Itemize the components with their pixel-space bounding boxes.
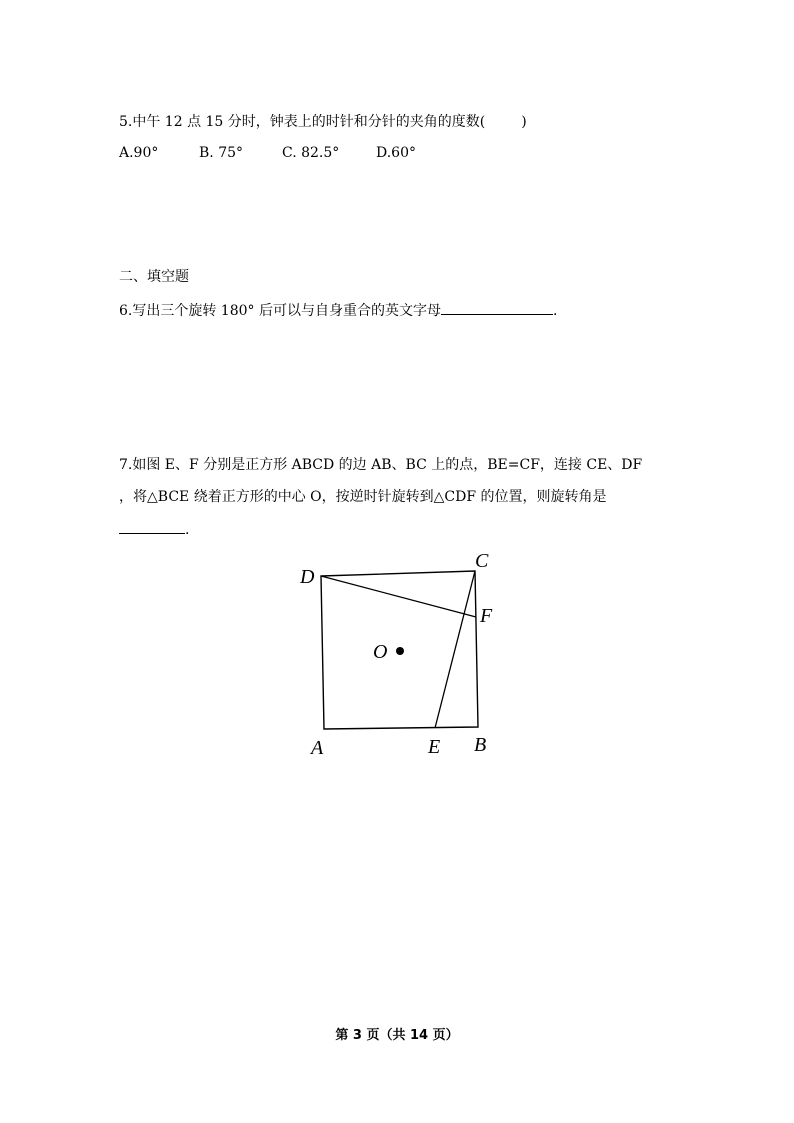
q5-stem-close: ): [521, 114, 527, 130]
segment-df: [321, 576, 476, 617]
q5-option-b: B. 75°: [199, 145, 244, 161]
center-point-o: [396, 647, 404, 655]
q6-end: .: [552, 303, 558, 319]
q7-line-2: ，将△BCE 绕着正方形的中心 O，按逆时针旋转到△CDF 的位置，则旋转角是: [119, 489, 607, 505]
q5-option-c: C. 82.5°: [282, 145, 340, 161]
q6-answer-blank: [441, 300, 553, 315]
q6-stem: 6.写出三个旋转 180° 后可以与自身重合的英文字母: [119, 303, 441, 319]
q7-answer-blank: [119, 519, 185, 534]
label-b: B: [474, 734, 487, 756]
label-e: E: [428, 736, 441, 758]
square-figure-svg: [290, 545, 510, 765]
q5-stem: 5.中午 12 点 15 分时，钟表上的时针和分针的夹角的度数(: [119, 114, 486, 130]
q7-end: .: [185, 522, 190, 538]
label-c: C: [475, 550, 489, 572]
q7-line-3: [119, 519, 189, 540]
section-title-fill-in: 二、填空题: [119, 269, 189, 285]
label-a: A: [311, 737, 324, 759]
label-f: F: [480, 605, 493, 627]
q5-stem-line: [119, 112, 527, 132]
label-d: D: [300, 566, 315, 588]
q5-option-a: A.90°: [119, 145, 159, 161]
q7-line-1: 7.如图 E、F 分别是正方形 ABCD 的边 AB、BC 上的点，BE=CF，连接 CE、DF: [119, 457, 643, 473]
q5-option-d: D.60°: [376, 145, 416, 161]
page-footer: 第 3 页（共 14 页）: [335, 1028, 459, 1043]
label-o: O: [373, 641, 388, 663]
q6-line: [119, 300, 557, 321]
segment-ce: [435, 571, 475, 728]
square-figure: [290, 545, 510, 769]
